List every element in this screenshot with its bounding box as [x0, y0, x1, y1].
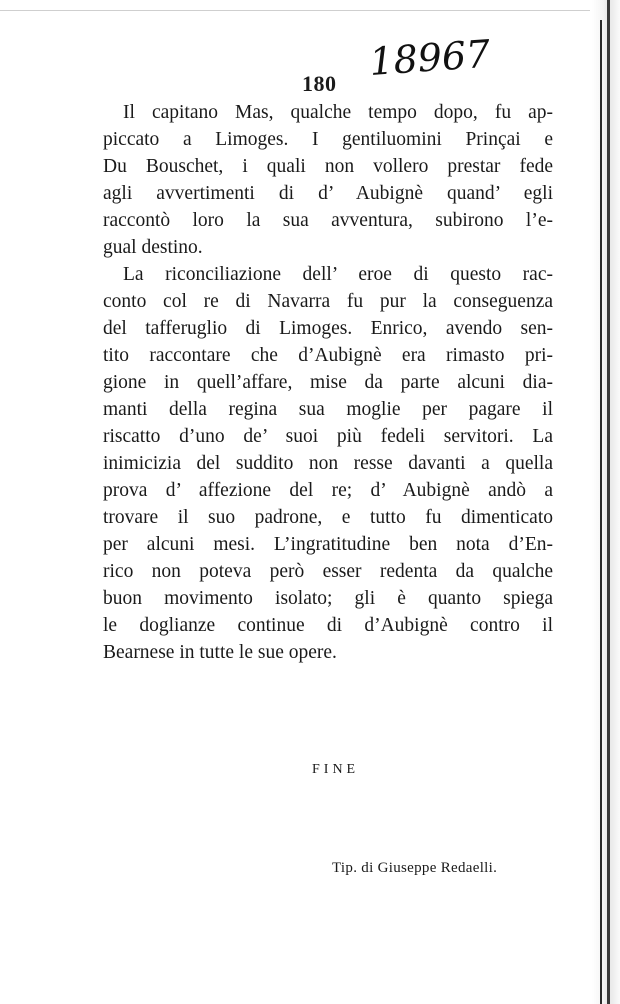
text-line: manti della regina sua moglie per pagare il: [103, 399, 553, 420]
page-right-edge: [592, 0, 620, 1004]
text-line: Du Bouschet, i quali non vollero prestar fede: [103, 156, 553, 177]
text-line: agli avvertimenti di d’ Aubignè quand’ egli: [103, 183, 553, 204]
binding-edge-line: [600, 20, 602, 1004]
text-line: gione in quell’affare, mise da parte alcuni dia-: [103, 372, 553, 393]
body-text: [103, 99, 553, 666]
text-line: prova d’ affezione del re; d’ Aubignè andò a: [103, 480, 553, 501]
text-line: gual destino.: [103, 237, 203, 258]
text-line: inimicizia del suddito non resse davanti a quella: [103, 453, 553, 474]
text-line: riscatto d’uno de’ suoi più fedeli servitori. La: [103, 426, 553, 447]
printer-imprint: Tip. di Giuseppe Redaelli.: [332, 860, 498, 876]
text-line: rico non poteva però esser redenta da qualche: [103, 561, 553, 582]
top-edge-rule: [0, 0, 590, 11]
text-line: conto col re di Navarra fu pur la conseguenza: [103, 291, 553, 312]
end-marker: FINE: [312, 762, 360, 777]
paragraph: [103, 261, 553, 666]
text-line: Il capitano Mas, qualche tempo dopo, fu ap-: [123, 102, 553, 123]
text-line: piccato a Limoges. I gentiluomini Prinçai e: [103, 129, 553, 150]
text-line: per alcuni mesi. L’ingratitudine ben nota d’En-: [103, 534, 553, 555]
text-line: raccontò loro la sua avventura, subirono l’e-: [103, 210, 553, 231]
page-number: 180: [302, 71, 337, 96]
text-line: tito raccontare che d’Aubignè era rimasto pri-: [103, 345, 553, 366]
text-line: trovare il suo padrone, e tutto fu dimenticato: [103, 507, 553, 528]
text-line: del tafferuglio di Limoges. Enrico, avendo sen-: [103, 318, 553, 339]
text-line: buon movimento isolato; gli è quanto spiega: [103, 588, 553, 609]
text-line: le doglianze continue di d’Aubignè contro il: [103, 615, 553, 636]
text-line: Bearnese in tutte le sue opere.: [103, 642, 337, 663]
binding-edge-line: [607, 0, 610, 1004]
handwritten-catalog-number: 18967: [367, 31, 492, 84]
text-line: La riconciliazione dell’ eroe di questo rac-: [123, 264, 553, 285]
paragraph: [103, 99, 553, 261]
